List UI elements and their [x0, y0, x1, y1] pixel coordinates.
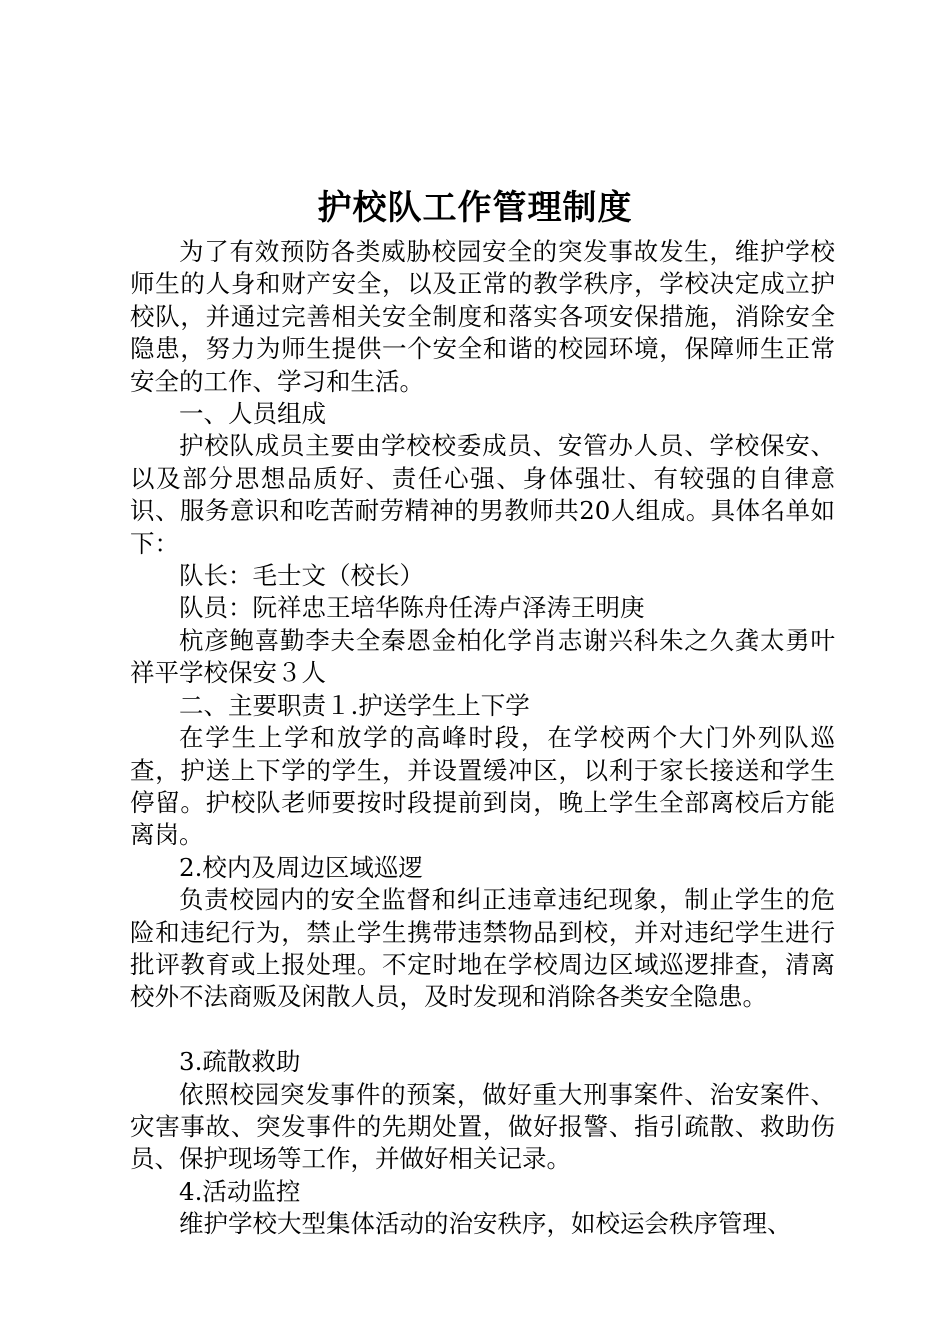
- subheading-evacuation: 3.疏散救助: [179, 1047, 301, 1077]
- members-continued: 杭彦鲍喜勤李夫全秦恩金柏化学肖志谢兴科朱之久龚太勇叶祥平学校保安３人: [130, 625, 835, 688]
- monitoring-paragraph: 维护学校大型集体活动的治安秩序，如校运会秩序管理、: [179, 1209, 792, 1239]
- intro-paragraph: 为了有效预防各类威胁校园安全的突发事故发生，维护学校师生的人身和财产安全，以及正常的教学秩序，学校决定成立护校队，并通过完善相关安全制度和落实各项安保措施，消除安全隐患，努力为师生提供一个安全和谐的校园环境，保障师生正常安全的工作、学习和生活。: [130, 237, 835, 396]
- captain-line: 队长：毛士文（校长）: [179, 561, 424, 591]
- subheading-monitoring: 4.活动监控: [179, 1176, 301, 1206]
- subheading-patrol: 2.校内及周边区域巡逻: [179, 852, 423, 882]
- personnel-paragraph: 护校队成员主要由学校校委成员、安管办人员、学校保安、以及部分思想品质好、责任心强、身体强壮、有较强的自律意识、服务意识和吃苦耐劳精神的男教师共20人组成。具体名单如下：: [130, 431, 835, 558]
- blank-line: [130, 1014, 835, 1046]
- evacuation-paragraph: 依照校园突发事件的预案，做好重大刑事案件、治安案件、灾害事故、突发事件的先期处置，做好报警、指引疏散、救助伤员、保护现场等工作，并做好相关记录。: [130, 1079, 835, 1174]
- document-title: 护校队工作管理制度: [317, 188, 633, 228]
- patrol-paragraph: 负责校园内的安全监督和纠正违章违纪现象，制止学生的危险和违纪行为，禁止学生携带违禁物品到校，并对违纪学生进行批评教育或上报处理。不定时地在学校周边区域巡逻排查，清离校外不法商贩及闲散人员，及时发现和消除各类安全隐患。: [130, 885, 835, 1012]
- document-body: [130, 236, 835, 1241]
- section-heading-personnel: 一、人员组成: [179, 399, 326, 429]
- escort-paragraph: 在学生上学和放学的高峰时段，在学校两个大门外列队巡查，护送上下学的学生，并设置缓冲区，以利于家长接送和学生停留。护校队老师要按时段提前到岗，晚上学生全部离校后方能离岗。: [130, 723, 835, 850]
- section-heading-duties: 二、主要职责１.护送学生上下学: [179, 690, 530, 720]
- members-line: 队员：阮祥忠王培华陈舟任涛卢泽涛王明庚: [179, 593, 645, 623]
